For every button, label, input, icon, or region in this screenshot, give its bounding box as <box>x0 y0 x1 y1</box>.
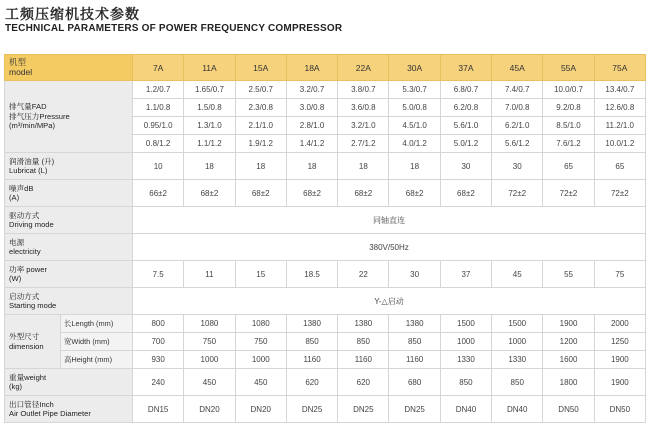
power-label-cn: 功率 power <box>9 264 47 274</box>
model-cell: 45A <box>492 55 543 81</box>
weight-cell: 850 <box>492 369 543 396</box>
dimension-cell: 1000 <box>492 333 543 351</box>
starting-label <box>5 288 133 315</box>
model-cell: 15A <box>235 55 286 81</box>
fad-cell: 11.2/1.0 <box>594 117 645 135</box>
starting-row <box>5 288 646 315</box>
dimension-cell: 1000 <box>184 351 235 369</box>
dimension-cell: 1900 <box>543 315 594 333</box>
fad-cell: 6.8/0.7 <box>440 81 491 99</box>
weight-row <box>5 369 646 396</box>
power-cell: 45 <box>492 261 543 288</box>
power-cell: 30 <box>389 261 440 288</box>
dimension-cell: 750 <box>235 333 286 351</box>
outlet-row <box>5 396 646 423</box>
dimension-cell: 850 <box>338 333 389 351</box>
noise-cell: 66±2 <box>133 180 184 207</box>
weight-cell: 850 <box>440 369 491 396</box>
fad-cell: 8.5/1.0 <box>543 117 594 135</box>
dimension-cell: 1600 <box>543 351 594 369</box>
fad-cell: 0.8/1.2 <box>133 135 184 153</box>
header-label-cn: 机型 <box>9 57 27 67</box>
driving-label-en: Driving mode <box>9 220 54 229</box>
outlet-cell: DN15 <box>133 396 184 423</box>
power-row <box>5 261 646 288</box>
fad-cell: 1.65/0.7 <box>184 81 235 99</box>
fad-cell: 12.6/0.8 <box>594 99 645 117</box>
weight-cell: 680 <box>389 369 440 396</box>
fad-cell: 3.6/0.8 <box>338 99 389 117</box>
noise-cell: 68±2 <box>440 180 491 207</box>
noise-cell: 68±2 <box>338 180 389 207</box>
noise-cell: 72±2 <box>543 180 594 207</box>
lubricant-cell: 18 <box>184 153 235 180</box>
noise-cell: 72±2 <box>492 180 543 207</box>
power-cell: 75 <box>594 261 645 288</box>
electricity-label-en: electricity <box>9 247 41 256</box>
weight-cell: 1900 <box>594 369 645 396</box>
power-cell: 22 <box>338 261 389 288</box>
lubricant-label-cn: 润滑油量 (升) <box>9 156 55 166</box>
fad-cell: 4.5/1.0 <box>389 117 440 135</box>
dimension-cell: 1000 <box>235 351 286 369</box>
dimension-cell: 1000 <box>440 333 491 351</box>
dimension-cell: 1500 <box>440 315 491 333</box>
outlet-cell: DN25 <box>389 396 440 423</box>
noise-cell: 68±2 <box>184 180 235 207</box>
fad-label <box>5 81 133 153</box>
fad-cell: 10.0/1.2 <box>594 135 645 153</box>
dimension-cell: 1330 <box>492 351 543 369</box>
dimension-label-cn: 外型尺寸 <box>9 332 40 341</box>
dimension-cell: 1080 <box>235 315 286 333</box>
fad-cell: 6.2/1.0 <box>492 117 543 135</box>
model-cell: 75A <box>594 55 645 81</box>
dimension-cell: 1330 <box>440 351 491 369</box>
noise-row <box>5 180 646 207</box>
lubricant-label-en: Lubricat (L) <box>9 166 48 175</box>
fad-cell: 13.4/0.7 <box>594 81 645 99</box>
noise-cell: 68±2 <box>389 180 440 207</box>
fad-cell: 4.0/1.2 <box>389 135 440 153</box>
noise-label-en: (A) <box>9 193 20 202</box>
noise-label-cn: 噪声dB <box>9 183 34 193</box>
header-label <box>5 55 133 81</box>
fad-cell: 2.5/0.7 <box>235 81 286 99</box>
electricity-label-cn: 电源 <box>9 237 25 247</box>
fad-cell: 2.3/0.8 <box>235 99 286 117</box>
dimension-cell: 750 <box>184 333 235 351</box>
fad-cell: 5.3/0.7 <box>389 81 440 99</box>
model-cell: 37A <box>440 55 491 81</box>
dimension-cell: 1160 <box>286 351 337 369</box>
fad-cell: 2.7/1.2 <box>338 135 389 153</box>
fad-cell: 1.9/1.2 <box>235 135 286 153</box>
fad-cell: 1.4/1.2 <box>286 135 337 153</box>
fad-cell: 1.1/1.2 <box>184 135 235 153</box>
fad-row <box>5 81 646 99</box>
dimension-cell: 1900 <box>594 351 645 369</box>
model-cell: 18A <box>286 55 337 81</box>
weight-cell: 240 <box>133 369 184 396</box>
power-cell: 55 <box>543 261 594 288</box>
power-cell: 18.5 <box>286 261 337 288</box>
fad-cell: 9.2/0.8 <box>543 99 594 117</box>
dimension-cell: 2000 <box>594 315 645 333</box>
driving-label <box>5 207 133 234</box>
dimension-label-en: dimension <box>9 341 44 351</box>
dimension-cell: 1250 <box>594 333 645 351</box>
power-cell: 15 <box>235 261 286 288</box>
page-title-en: TECHNICAL PARAMETERS OF POWER FREQUENCY COMPRESSOR <box>5 23 343 34</box>
fad-cell: 5.0/0.8 <box>389 99 440 117</box>
fad-cell: 3.2/1.0 <box>338 117 389 135</box>
power-label-en: (W) <box>9 274 22 283</box>
electricity-value: 380V/50Hz <box>133 234 646 261</box>
lubricant-cell: 65 <box>594 153 645 180</box>
dimension-cell: 1380 <box>286 315 337 333</box>
fad-cell: 10.0/0.7 <box>543 81 594 99</box>
fad-cell: 1.5/0.8 <box>184 99 235 117</box>
lubricant-row <box>5 153 646 180</box>
lubricant-cell: 30 <box>492 153 543 180</box>
lubricant-cell: 18 <box>338 153 389 180</box>
weight-cell: 620 <box>338 369 389 396</box>
power-label <box>5 261 133 288</box>
fad-cell: 1.3/1.0 <box>184 117 235 135</box>
starting-label-cn: 启动方式 <box>9 291 40 301</box>
dimension-sub-label: 长Length (mm) <box>61 315 133 333</box>
driving-row <box>5 207 646 234</box>
fad-cell: 5.0/1.2 <box>440 135 491 153</box>
lubricant-cell: 30 <box>440 153 491 180</box>
fad-label-cn: 排气量FAD <box>9 102 47 112</box>
fad-cell: 7.6/1.2 <box>543 135 594 153</box>
weight-cell: 450 <box>184 369 235 396</box>
outlet-label-en: Air Outlet Pipe Diameter <box>9 409 91 418</box>
dimension-cell: 1080 <box>184 315 235 333</box>
fad-cell: 7.4/0.7 <box>492 81 543 99</box>
dimension-sub-label: 宽Width (mm) <box>61 333 133 351</box>
power-cell: 37 <box>440 261 491 288</box>
weight-cell: 450 <box>235 369 286 396</box>
fad-label-cn2: 排气压力Pressure <box>9 111 70 121</box>
model-cell: 11A <box>184 55 235 81</box>
weight-cell: 1800 <box>543 369 594 396</box>
lubricant-cell: 18 <box>389 153 440 180</box>
outlet-cell: DN25 <box>286 396 337 423</box>
dimension-cell: 1160 <box>338 351 389 369</box>
outlet-label <box>5 396 133 423</box>
fad-cell: 2.8/1.0 <box>286 117 337 135</box>
dimension-cell: 1200 <box>543 333 594 351</box>
lubricant-cell: 18 <box>235 153 286 180</box>
noise-cell: 68±2 <box>286 180 337 207</box>
dimension-sub-label: 高Height (mm) <box>61 351 133 369</box>
outlet-cell: DN50 <box>543 396 594 423</box>
fad-cell: 6.2/0.8 <box>440 99 491 117</box>
dimension-cell: 1380 <box>389 315 440 333</box>
dimension-cell: 1500 <box>492 315 543 333</box>
starting-label-en: Starting mode <box>9 301 57 310</box>
fad-cell: 3.2/0.7 <box>286 81 337 99</box>
fad-cell: 3.0/0.8 <box>286 99 337 117</box>
outlet-cell: DN20 <box>235 396 286 423</box>
outlet-label-cn: 出口管径Inch <box>9 399 54 409</box>
weight-label <box>5 369 133 396</box>
weight-cell: 620 <box>286 369 337 396</box>
electricity-row <box>5 234 646 261</box>
fad-cell: 2.1/1.0 <box>235 117 286 135</box>
fad-cell: 0.95/1.0 <box>133 117 184 135</box>
dimension-cell: 850 <box>286 333 337 351</box>
lubricant-label <box>5 153 133 180</box>
fad-cell: 5.6/1.0 <box>440 117 491 135</box>
fad-cell: 3.8/0.7 <box>338 81 389 99</box>
dimension-cell: 800 <box>133 315 184 333</box>
electricity-label <box>5 234 133 261</box>
dimension-row <box>5 351 646 369</box>
outlet-cell: DN40 <box>492 396 543 423</box>
dimension-cell: 930 <box>133 351 184 369</box>
power-cell: 11 <box>184 261 235 288</box>
dimension-cell: 850 <box>389 333 440 351</box>
model-cell: 22A <box>338 55 389 81</box>
noise-cell: 72±2 <box>594 180 645 207</box>
dimension-cell: 1380 <box>338 315 389 333</box>
outlet-cell: DN50 <box>594 396 645 423</box>
page-title-cn: 工频压缩机技术参数 <box>5 7 140 23</box>
fad-cell: 7.0/0.8 <box>492 99 543 117</box>
lubricant-cell: 10 <box>133 153 184 180</box>
noise-cell: 68±2 <box>235 180 286 207</box>
dimension-cell: 700 <box>133 333 184 351</box>
driving-value: 同轴直连 <box>133 207 646 234</box>
noise-label <box>5 180 133 207</box>
fad-label-unit: (m³/min/MPa) <box>9 121 55 131</box>
outlet-cell: DN25 <box>338 396 389 423</box>
fad-cell: 1.2/0.7 <box>133 81 184 99</box>
fad-cell: 1.1/0.8 <box>133 99 184 117</box>
header-label-en: model <box>9 66 33 77</box>
model-cell: 55A <box>543 55 594 81</box>
dimension-row <box>5 333 646 351</box>
dimension-cell: 1160 <box>389 351 440 369</box>
power-cell: 7.5 <box>133 261 184 288</box>
driving-label-cn: 驱动方式 <box>9 210 40 220</box>
fad-cell: 5.6/1.2 <box>492 135 543 153</box>
starting-value: Y-△启动 <box>133 288 646 315</box>
dimension-label <box>5 315 61 369</box>
lubricant-cell: 18 <box>286 153 337 180</box>
spec-table <box>4 54 646 423</box>
model-cell: 30A <box>389 55 440 81</box>
outlet-cell: DN20 <box>184 396 235 423</box>
dimension-row <box>5 315 646 333</box>
lubricant-cell: 65 <box>543 153 594 180</box>
weight-label-en: (kg) <box>9 382 23 391</box>
weight-label-cn: 重量weight <box>9 372 47 382</box>
header-row <box>5 55 646 81</box>
outlet-cell: DN40 <box>440 396 491 423</box>
model-cell: 7A <box>133 55 184 81</box>
